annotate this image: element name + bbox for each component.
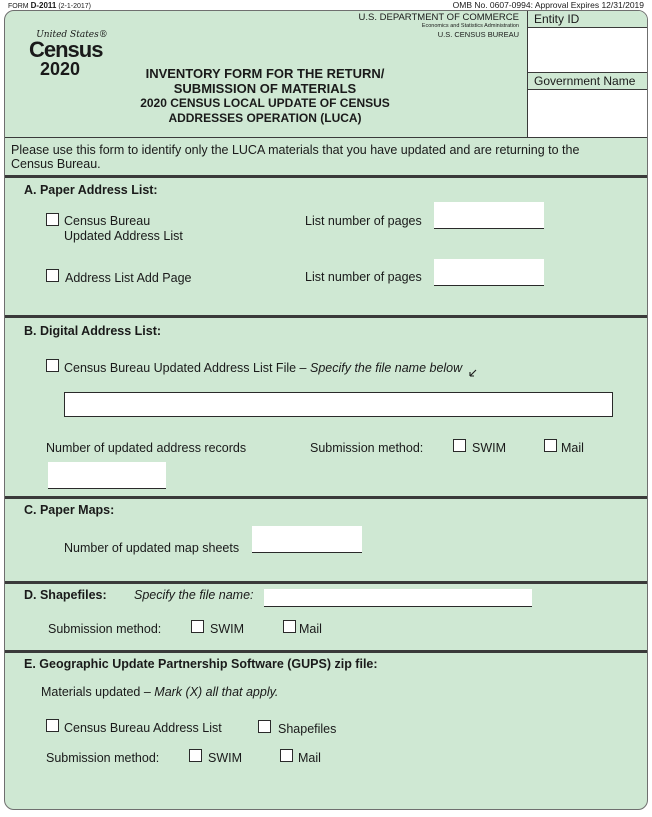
logo-year: 2020 [40,59,81,79]
section-d-title: D. Shapefiles: [24,588,107,602]
entity-panel [527,11,648,137]
section-a-title: A. Paper Address List: [24,183,158,197]
list-pages-label-2: List number of pages [305,270,422,284]
materials-updated-label: Materials updated – Mark (X) all that apply. [41,685,279,699]
form-title-line2: SUBMISSION OF MATERIALS [173,81,357,96]
entity-id-label: Entity ID [528,11,648,27]
shapefile-swim-label: SWIM [210,622,245,636]
list-pages-label-1: List number of pages [305,214,422,228]
census-updated-list-line2: Updated Address List [64,229,183,243]
digital-swim-checkbox[interactable] [453,439,466,452]
form-number: FORM D-2011 (2-1-2017) [8,1,91,10]
digital-mail-checkbox[interactable] [544,439,557,452]
instructions-line1: Please use this form to identify only the LUCA materials that you have updated and are returning to the [11,143,580,157]
map-sheets-label: Number of updated map sheets [64,541,240,555]
address-records-label: Number of updated address records [46,441,247,455]
instructions-line2: Census Bureau. [11,157,101,171]
form-title-line1: INVENTORY FORM FOR THE RETURN/ [145,66,385,81]
address-list-add-page-checkbox[interactable] [46,269,59,282]
census-updated-list-line1: Census Bureau [64,214,151,228]
section-b-title: B. Digital Address List: [24,324,162,338]
logo-united-states: United States® [36,30,108,40]
logo-census: Census [29,37,103,62]
omb-notice: OMB No. 0607-0994: Approval Expires 12/31/2019 [452,0,644,10]
digital-swim-label: SWIM [472,441,507,455]
updated-address-list-file-checkbox[interactable] [46,359,59,372]
list-pages-input-1[interactable] [434,202,544,229]
shapefile-name-input[interactable] [264,589,532,607]
updated-address-list-file-label: Census Bureau Updated Address List File – Specify the file name below [64,361,463,375]
agency-dept: U.S. DEPARTMENT OF COMMERCE [358,12,519,23]
shapefile-submission-method-label: Submission method: [48,622,162,636]
address-list-add-page-label: Address List Add Page [65,271,192,285]
form-body [4,10,648,810]
arrow-down-left-icon [468,368,478,378]
section-e-title: E. Geographic Update Partnership Software (GUPS) zip file: [24,657,378,671]
shapefile-name-hint: Specify the file name: [134,588,254,602]
gups-mail-label: Mail [298,751,321,765]
form-title-line3: 2020 CENSUS LOCAL UPDATE OF CENSUS [140,96,390,110]
shapefile-mail-label: Mail [299,622,322,636]
census-updated-list-checkbox[interactable] [46,213,59,226]
form-title-line4: ADDRESSES OPERATION (LUCA) [168,111,362,125]
section-c-title: C. Paper Maps: [24,503,115,517]
government-name-label: Government Name [528,73,648,89]
government-name-field[interactable] [528,90,648,136]
gups-submission-method-label: Submission method: [46,751,160,765]
digital-mail-label: Mail [561,441,584,455]
file-name-input[interactable] [64,392,613,417]
gups-swim-checkbox[interactable] [189,749,202,762]
address-records-input[interactable] [48,462,166,489]
shapefile-mail-checkbox[interactable] [283,620,296,633]
gups-swim-label: SWIM [208,751,243,765]
digital-submission-method-label: Submission method: [310,441,424,455]
shapefile-swim-checkbox[interactable] [191,620,204,633]
gups-shapefiles-label: Shapefiles [278,722,337,736]
agency-admin: Economics and Statistics Administration [421,23,519,29]
list-pages-input-2[interactable] [434,259,544,286]
gups-address-list-label: Census Bureau Address List [64,721,222,735]
gups-mail-checkbox[interactable] [280,749,293,762]
map-sheets-input[interactable] [252,526,362,553]
entity-id-field[interactable] [528,28,648,72]
gups-shapefiles-checkbox[interactable] [258,720,271,733]
census-logo [29,30,109,78]
gups-address-list-checkbox[interactable] [46,719,59,732]
agency-bureau: U.S. CENSUS BUREAU [437,30,519,39]
